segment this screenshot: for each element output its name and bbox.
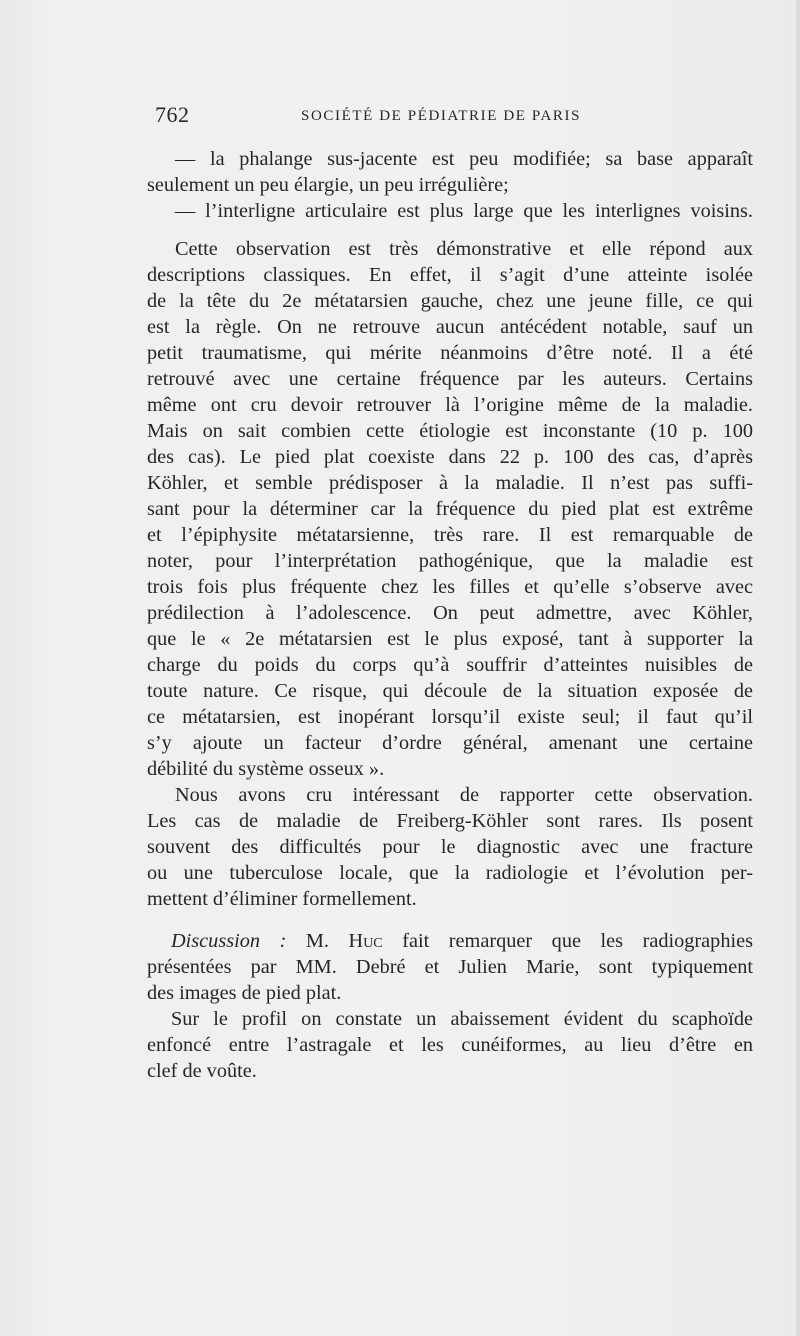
paragraph-profile xyxy=(147,1006,753,1084)
discussion-text: fait remarquer que les radiographies xyxy=(402,930,753,952)
text-line: de la tête du 2e métatarsien gauche, chez une jeune fille, ce qui xyxy=(147,290,753,312)
text-line: Sur le profil on constate un abaissement évident du scaphoïde xyxy=(171,1008,753,1030)
text-line: Nous avons cru intéressant de rapporter cette observation. xyxy=(175,784,753,806)
paragraph-observation xyxy=(147,236,753,782)
text-line: Mais on sait combien cette étiologie est inconstante (10 p. 100 xyxy=(147,420,753,442)
text-line: prédilection à l’adolescence. On peut admettre, avec Köhler, xyxy=(147,602,753,624)
paragraph-findings xyxy=(147,146,753,224)
text-line: descriptions classiques. En effet, il s’agit d’une atteinte isolée xyxy=(147,264,753,286)
text-line: trois fois plus fréquente chez les filles et qu’elle s’observe avec xyxy=(147,576,753,598)
page-edge xyxy=(796,0,800,1336)
body-text xyxy=(147,146,753,1084)
discussion-label: Discussion : xyxy=(171,930,287,952)
text-line: Köhler, et semble prédisposer à la maladie. Il n’est pas suffi- xyxy=(147,472,753,494)
text-line: des images de pied plat. xyxy=(147,982,342,1004)
text-line: s’y ajoute un facteur d’ordre général, amenant une certaine xyxy=(147,732,753,754)
text-line: — l’interligne articulaire est plus large que les interlignes voisins. xyxy=(175,200,753,222)
text-line: des cas). Le pied plat coexiste dans 22 p. 100 des cas, d’après xyxy=(147,446,753,468)
text-line: petit traumatisme, qui mérite néanmoins d’être noté. Il a été xyxy=(147,342,753,364)
discussion-paragraph xyxy=(147,928,753,1006)
text-line: Cette observation est très démonstrative et elle répond aux xyxy=(175,238,753,260)
text-line: enfoncé entre l’astragale et les cunéiformes, au lieu d’être en xyxy=(147,1034,753,1056)
text-line: que le « 2e métatarsien est le plus exposé, tant à supporter la xyxy=(147,628,753,650)
text-line: ce métatarsien, est inopérant lorsqu’il existe seul; il faut qu’il xyxy=(147,706,753,728)
text-line: retrouvé avec une certaine fréquence par les auteurs. Certains xyxy=(147,368,753,390)
text-line: Les cas de maladie de Freiberg-Köhler sont rares. Ils posent xyxy=(147,810,753,832)
page-header xyxy=(155,102,755,132)
text-line: clef de voûte. xyxy=(147,1060,257,1082)
text-line: seulement un peu élargie, un peu irrégulière; xyxy=(147,174,509,196)
text-line: même ont cru devoir retrouver là l’origine même de la maladie. xyxy=(147,394,753,416)
text-line: ou une tuberculose locale, que la radiologie et l’évolution per- xyxy=(147,862,753,884)
text-line: est la règle. On ne retrouve aucun antécédent notable, sauf un xyxy=(147,316,753,338)
text-line: charge du poids du corps qu’à souffrir d’atteintes nuisibles de xyxy=(147,654,753,676)
running-title: SOCIÉTÉ DE PÉDIATRIE DE PARIS xyxy=(301,108,582,124)
discussion-first-line xyxy=(147,928,753,954)
text-line: toute nature. Ce risque, qui découle de la situation exposée de xyxy=(147,680,753,702)
text-line: — la phalange sus-jacente est peu modifiée; sa base apparaît xyxy=(175,148,753,170)
text-line: et l’épiphysite métatarsienne, très rare. Il est remarquable de xyxy=(147,524,753,546)
discussion-speaker: M. Huc xyxy=(305,930,383,952)
text-line: présentées par MM. Debré et Julien Marie, sont typiquement xyxy=(147,956,753,978)
text-line: souvent des difficultés pour le diagnostic avec une fracture xyxy=(147,836,753,858)
paragraph-conclusion xyxy=(147,782,753,912)
text-line: sant pour la déterminer car la fréquence du pied plat est extrême xyxy=(147,498,753,520)
text-line: noter, pour l’interprétation pathogénique, que la maladie est xyxy=(147,550,753,572)
text-line: mettent d’éliminer formellement. xyxy=(147,888,417,910)
page-number: 762 xyxy=(155,102,190,127)
text-line: débilité du système osseux ». xyxy=(147,758,385,780)
